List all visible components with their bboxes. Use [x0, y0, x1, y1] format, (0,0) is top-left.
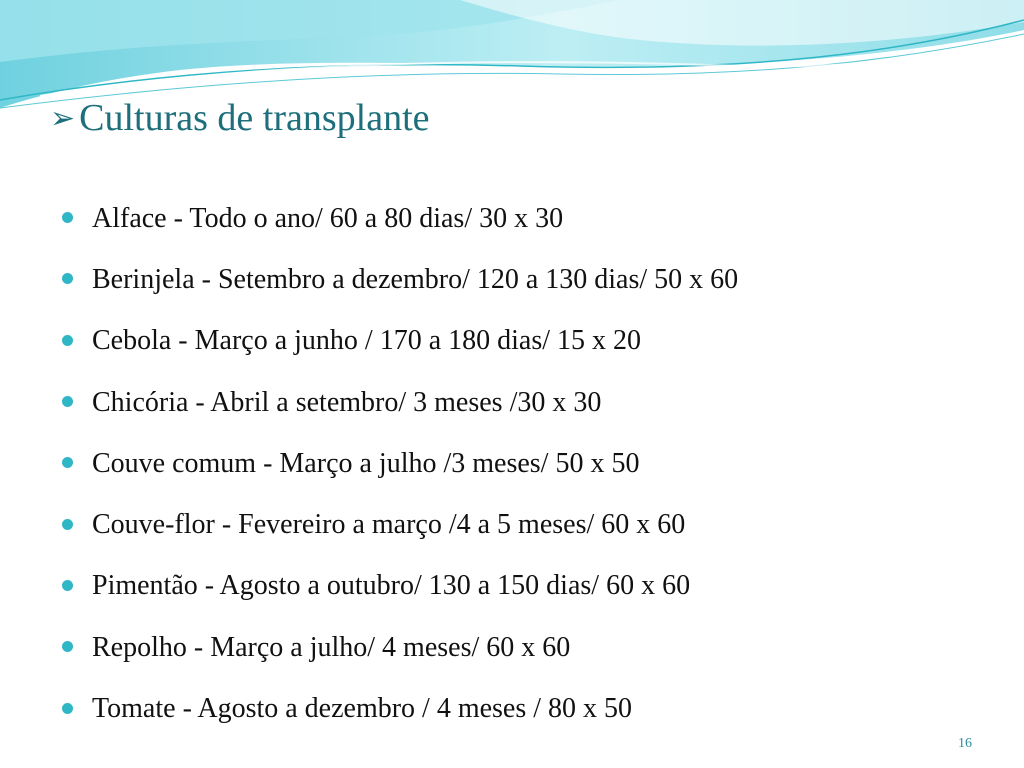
- page-number: 16: [958, 736, 972, 751]
- round-bullet-icon: [62, 457, 73, 468]
- list-item: [62, 249, 1002, 310]
- round-bullet-icon: [62, 519, 73, 530]
- slide-title-text: Culturas de transplante: [79, 97, 430, 139]
- list-item: [62, 556, 1002, 617]
- list-item-text: Chicória - Abril a setembro/ 3 meses /30 x 30: [92, 386, 602, 418]
- slide-title: [50, 96, 430, 140]
- list-item-text: Couve-flor - Fevereiro a março /4 a 5 meses/ 60 x 60: [92, 509, 686, 541]
- round-bullet-icon: [62, 335, 73, 346]
- list-item: [62, 188, 1002, 249]
- round-bullet-icon: [62, 580, 73, 591]
- list-item-text: Repolho - Março a julho/ 4 meses/ 60 x 60: [92, 631, 571, 663]
- list-item: [62, 433, 1002, 494]
- list-item: [62, 494, 1002, 555]
- arrow-bullet-icon: ➢: [50, 101, 76, 135]
- round-bullet-icon: [62, 703, 73, 714]
- list-item-text: Pimentão - Agosto a outubro/ 130 a 150 dias/ 60 x 60: [92, 570, 691, 602]
- list-item-text: Alface - Todo o ano/ 60 a 80 dias/ 30 x 30: [92, 202, 564, 234]
- list-item: [62, 617, 1002, 678]
- round-bullet-icon: [62, 641, 73, 652]
- list-item: [62, 311, 1002, 372]
- round-bullet-icon: [62, 396, 73, 407]
- list-item-text: Cebola - Março a junho / 170 a 180 dias/ 15 x 20: [92, 325, 642, 357]
- list-item: [62, 678, 1002, 739]
- crop-list: [62, 188, 1002, 740]
- list-item-text: Berinjela - Setembro a dezembro/ 120 a 130 dias/ 50 x 60: [92, 263, 739, 295]
- list-item-text: Couve comum - Março a julho /3 meses/ 50 x 50: [92, 447, 640, 479]
- round-bullet-icon: [62, 273, 73, 284]
- round-bullet-icon: [62, 212, 73, 223]
- list-item: [62, 372, 1002, 433]
- list-item-text: Tomate - Agosto a dezembro / 4 meses / 80 x 50: [92, 693, 633, 725]
